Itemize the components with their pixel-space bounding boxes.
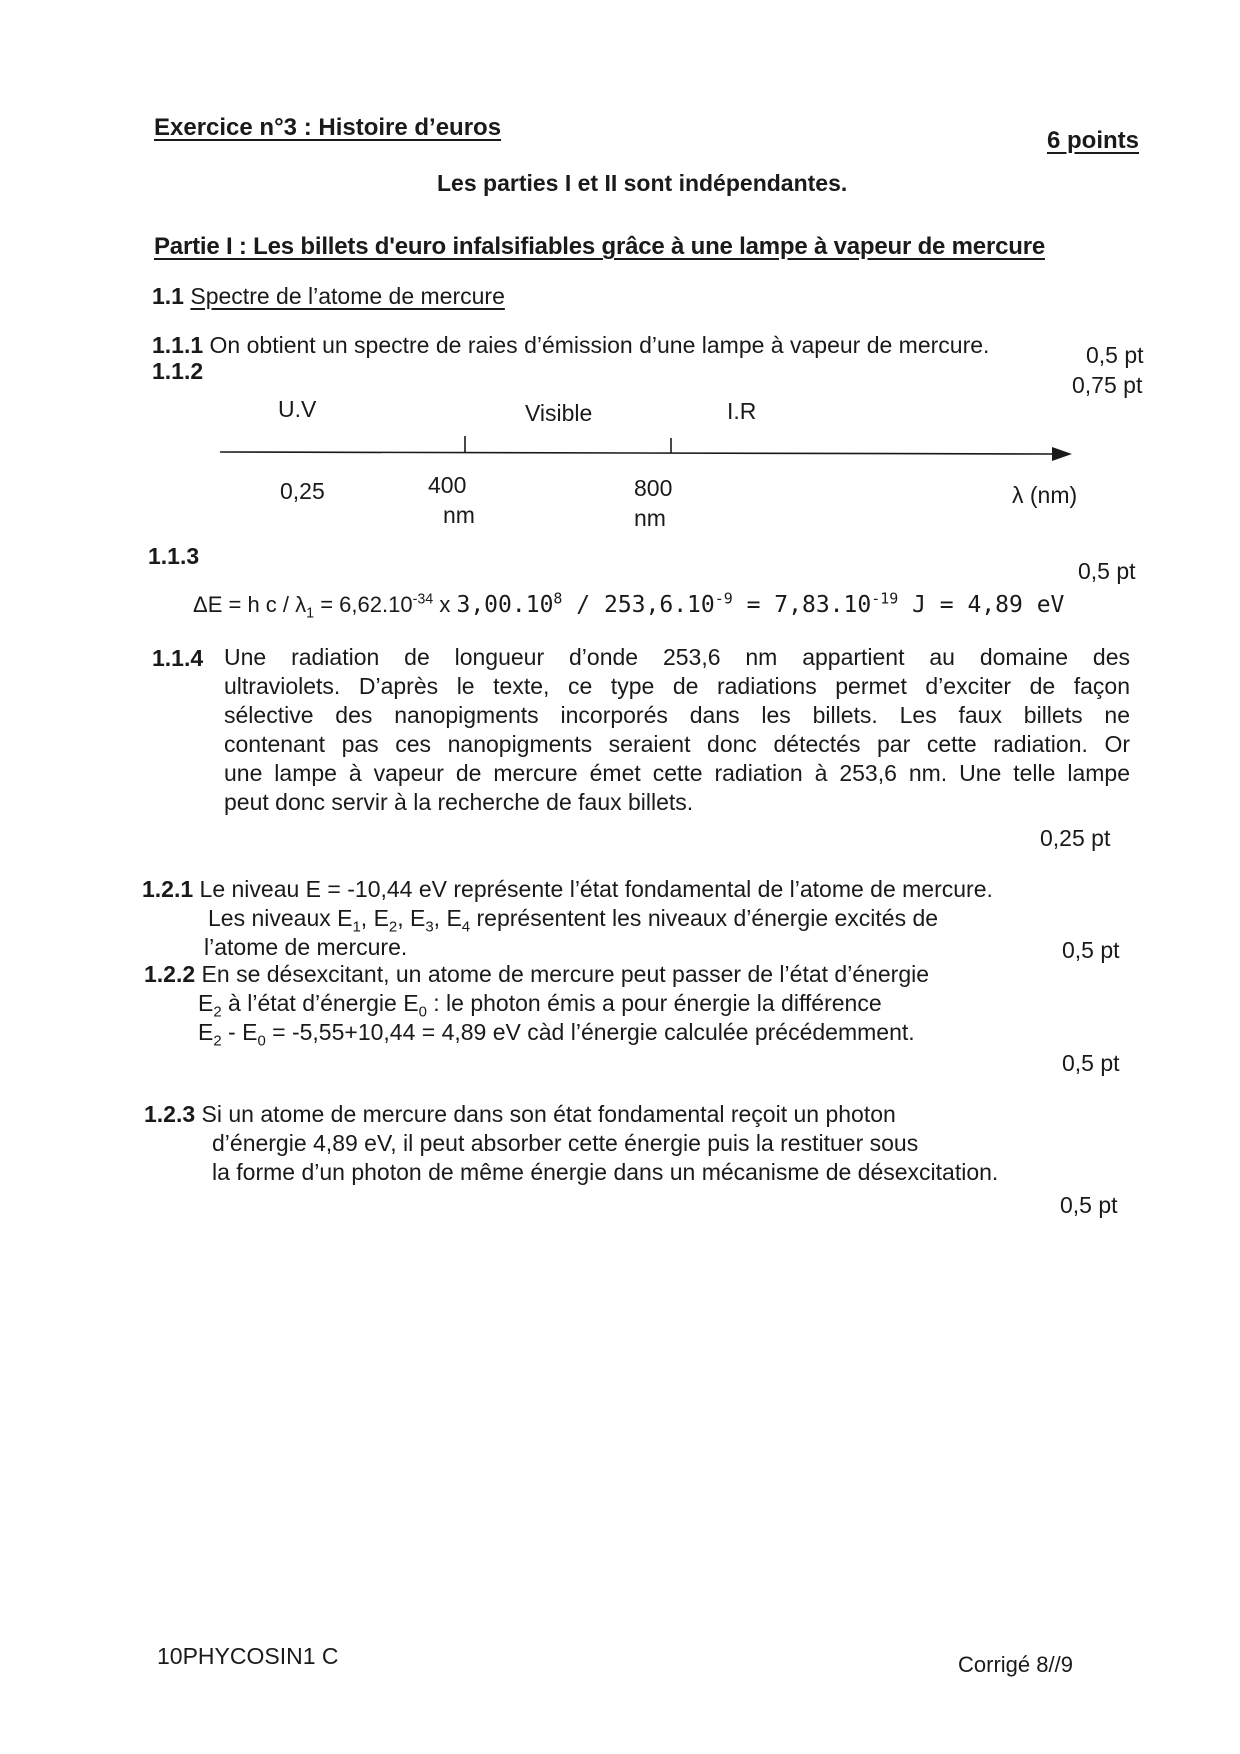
visible-label: Visible — [525, 400, 593, 426]
unit-nm-800: nm — [634, 505, 666, 531]
document-code: 10PHYCOSIN1 C — [157, 1643, 339, 1669]
points-1-2-2: 0,5 pt — [1062, 1050, 1120, 1076]
question-1-1-2-number: 1.1.2 — [152, 358, 204, 384]
parts-subtitle: Les parties I et II sont indépendantes. — [437, 170, 848, 196]
points-1-2-1: 0,5 pt — [1062, 937, 1120, 963]
part-1-title: Partie I : Les billets d'euro infalsifiables grâce à une lampe à vapeur de mercure — [154, 233, 1045, 260]
lambda-axis-label: λ (nm) — [1012, 482, 1078, 508]
question-number: 1.1.1 — [152, 332, 204, 358]
question-1-2-2: 1.2.2 En se désexcitant, un atome de mercure peut passer de l’état d’énergie $E_2$ à l’état d’énergie $E_0$ : le photon émis a pour énergie la différence $E_2 - E_0 = -5,55+10,44 = 4,89$ eV càd l’énergie calculée précédemment. — [144, 961, 930, 1050]
exercise-title: Exercice n°3 : Histoire d’euros — [154, 114, 502, 141]
tick-label-025: 0,25 — [280, 478, 325, 504]
question-1-1-3-number: 1.1.3 — [148, 543, 200, 569]
section-number: 1.1 — [152, 283, 184, 309]
points-1-2-3: 0,5 pt — [1060, 1192, 1118, 1218]
energy-formula: ΔE = h $c / \lambda_1 = 6,62.10^{-34}$ x $3,00.10^8 / 253,6.10^{-9} = 7,83.10^{-19}$ J = 4,89 eV — [193, 589, 1065, 622]
points-1-1-2: 0,75 pt — [1072, 372, 1143, 398]
tick-label-800: 800 — [634, 475, 673, 501]
question-1-1-4-text: Une radiation de longueur d’onde 253,6 nm appartient au domaine des ultraviolets. D’après le texte, ce type de radiations permet d’exciter de façon sélective des nanopigments incorporés dans les billets. Les faux billets ne contenant pas ces nanopigments seraient donc détectés par cette radiation. Or une lampe à vapeur de mercure émet cette radiation à 253,6 nm. Une telle lampe peut donc servir à la recherche de faux billets. — [224, 644, 1130, 815]
wavelength-axis — [210, 430, 1080, 470]
unit-nm-400: nm — [443, 502, 475, 528]
axis-line — [220, 452, 1055, 454]
question-1-2-1: 1.2.1 Le niveau E = -10,44 eV représente l’état fondamental de l’atome de mercure. Les niveaux $E_1$, $E_2$, $E_3$, $E_4$ représentent les niveaux d’énergie excités de l’atome de mercure. — [142, 876, 993, 960]
points-1-1-3: 0,5 pt — [1078, 558, 1136, 584]
exercise-points: 6 points — [1047, 127, 1140, 154]
question-1-2-3: 1.2.3 Si un atome de mercure dans son état fondamental reçoit un photon d’énergie 4,89 eV, il peut absorber cette énergie puis la restituer sous la forme d’un photon de même énergie dans un mécanisme de désexcitation. — [144, 1101, 999, 1185]
axis-arrow-icon — [1052, 447, 1072, 461]
ir-label: I.R — [727, 398, 757, 424]
uv-label: U.V — [278, 396, 317, 422]
page-number: Corrigé 8//9 — [958, 1652, 1073, 1677]
question-text: On obtient un spectre de raies d’émission d’une lampe à vapeur de mercure. — [209, 332, 990, 358]
section-title: Spectre de l’atome de mercure — [190, 283, 505, 309]
question-1-1-1 — [152, 332, 989, 359]
points-1-1-1: 0,5 pt — [1086, 342, 1144, 368]
question-1-1-4-number: 1.1.4 — [152, 645, 204, 671]
section-1-1 — [152, 283, 505, 310]
points-1-1-4: 0,25 pt — [1040, 825, 1111, 851]
tick-label-400: 400 — [428, 472, 467, 498]
